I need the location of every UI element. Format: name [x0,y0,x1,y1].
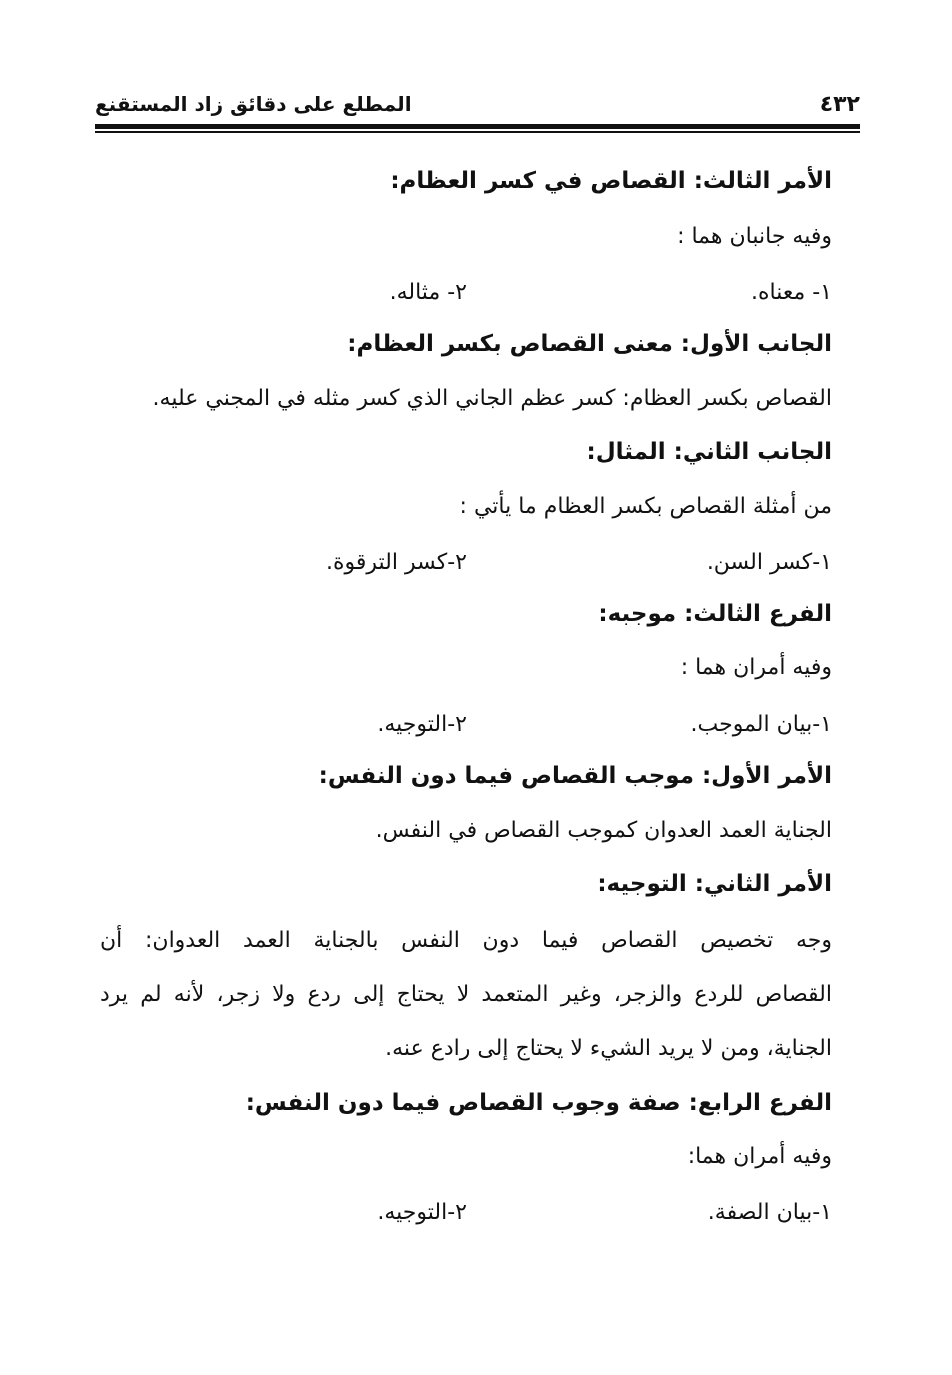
page-number: ٤٣٢ [819,92,860,117]
list-item-description: ١-بيان الصفة. [707,1200,832,1225]
list-item-cause: ١-بيان الموجب. [690,712,832,737]
paragraph-two-matters-2: وفيه أمران هما: [687,1144,832,1169]
header-rule-thick [95,124,860,129]
paragraph-examples-intro: من أمثلة القصاص بكسر العظام ما يأتي : [459,494,832,519]
list-item-example: ٢- مثاله. [389,280,467,305]
list-item-justification-2: ٢-التوجيه. [377,1200,467,1225]
page-header [95,92,860,122]
heading-second-aspect: الجانب الثاني: المثال: [586,439,832,465]
heading-first-matter: الأمر الأول: موجب القصاص فيما دون النفس: [318,763,832,789]
paragraph-justification-line-1: وجه تخصيص القصاص فيما دون النفس بالجناية العمد العدوان: أن [100,928,832,953]
paragraph-cause: الجناية العمد العدوان كموجب القصاص في النفس. [375,818,832,843]
heading-fourth-branch: الفرع الرابع: صفة وجوب القصاص فيما دون النفس: [245,1090,832,1116]
paragraph-two-aspects: وفيه جانبان هما : [677,224,832,249]
paragraph-justification-line-3: الجناية، ومن لا يريد الشيء لا يحتاج إلى رادع عنه. [385,1036,832,1061]
header-rule-thin [95,131,860,133]
heading-second-matter: الأمر الثاني: التوجيه: [597,871,832,897]
running-title: المطلع على دقائق زاد المستقنع [95,92,412,116]
heading-first-aspect: الجانب الأول: معنى القصاص بكسر العظام: [347,331,832,357]
list-item-justification: ٢-التوجيه. [377,712,467,737]
list-item-meaning: ١- معناه. [750,280,832,305]
list-item-collarbone: ٢-كسر الترقوة. [326,550,467,575]
list-item-tooth: ١-كسر السن. [706,550,832,575]
paragraph-justification-line-2: القصاص للردع والزجر، وغير المتعمد لا يحتاج إلى ردع ولا زجر، لأنه لم يرد [100,982,832,1007]
paragraph-two-matters: وفيه أمران هما : [680,655,832,680]
paragraph-definition: القصاص بكسر العظام: كسر عظم الجاني الذي كسر مثله في المجني عليه. [152,386,832,411]
heading-third-branch: الفرع الثالث: موجبه: [598,601,832,627]
heading-bone-breaking: الأمر الثالث: القصاص في كسر العظام: [390,168,832,194]
